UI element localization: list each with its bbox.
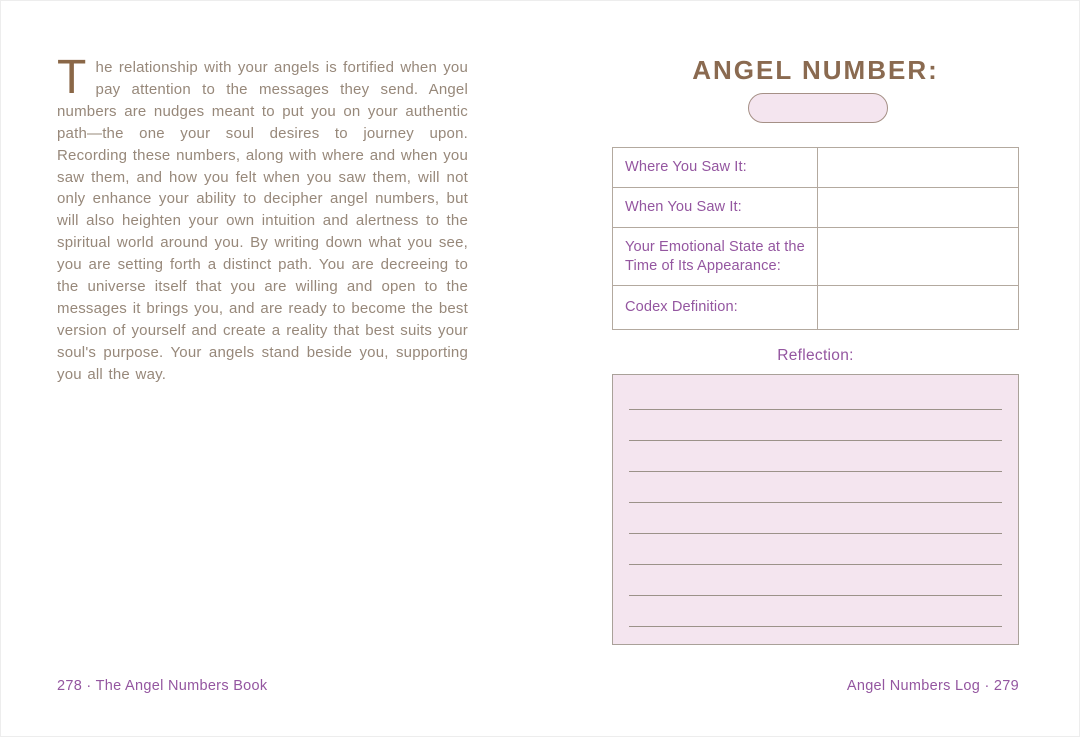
drop-cap: T: [57, 51, 87, 104]
intro-paragraph-text: he relationship with your angels is fortified when you pay attention to the messages they send. Angel numbers are nudges meant to put you on your authentic path—the one your soul desires to journey upon. Recording these numbers, along with where and when you saw them, and how you felt when you saw them, will not only enhance your ability to decipher angel numbers, but will also heighten your own intuition and alertness to the spiritual world around you. By writing down what you see, you are setting forth a distinct path. You are decreeing to the universe itself that you are willing and open to the messages it brings you, and are ready to become the best version of yourself and create a reality that best suits your soul's purpose. Your angels stand beside you, supporting you all the way.: [57, 59, 468, 383]
footer-right-page-number: Angel Numbers Log · 279: [846, 678, 1019, 694]
reflection-line: [629, 503, 1002, 534]
form-row-label: Where You Saw It:: [613, 148, 818, 188]
intro-paragraph: [57, 51, 468, 386]
angel-log-table: [612, 147, 1019, 330]
reflection-label: Reflection:: [777, 347, 854, 364]
reflection-writing-area[interactable]: [612, 374, 1019, 645]
table-row: [613, 286, 1019, 330]
reflection-line: [629, 596, 1002, 627]
form-row-value-cell[interactable]: [818, 188, 1019, 228]
form-row-value-cell[interactable]: [818, 228, 1019, 286]
table-row: [613, 148, 1019, 188]
form-row-value-cell[interactable]: [818, 148, 1019, 188]
footer-left-page-number: 278 · The Angel Numbers Book: [57, 678, 268, 694]
angel-number-heading: ANGEL NUMBER:: [692, 55, 939, 85]
angel-number-field[interactable]: [748, 93, 888, 123]
reflection-line: [629, 565, 1002, 596]
reflection-line: [629, 379, 1002, 410]
table-row: [613, 228, 1019, 286]
reflection-lines: [613, 375, 1018, 627]
form-row-label: When You Saw It:: [613, 188, 818, 228]
reflection-line: [629, 441, 1002, 472]
form-row-label: Codex Definition:: [613, 286, 818, 330]
reflection-line: [629, 410, 1002, 441]
reflection-line: [629, 534, 1002, 565]
form-row-label: Your Emotional State at the Time of Its Appearance:: [613, 228, 818, 286]
form-row-value-cell[interactable]: [818, 286, 1019, 330]
table-row: [613, 188, 1019, 228]
reflection-line: [629, 472, 1002, 503]
